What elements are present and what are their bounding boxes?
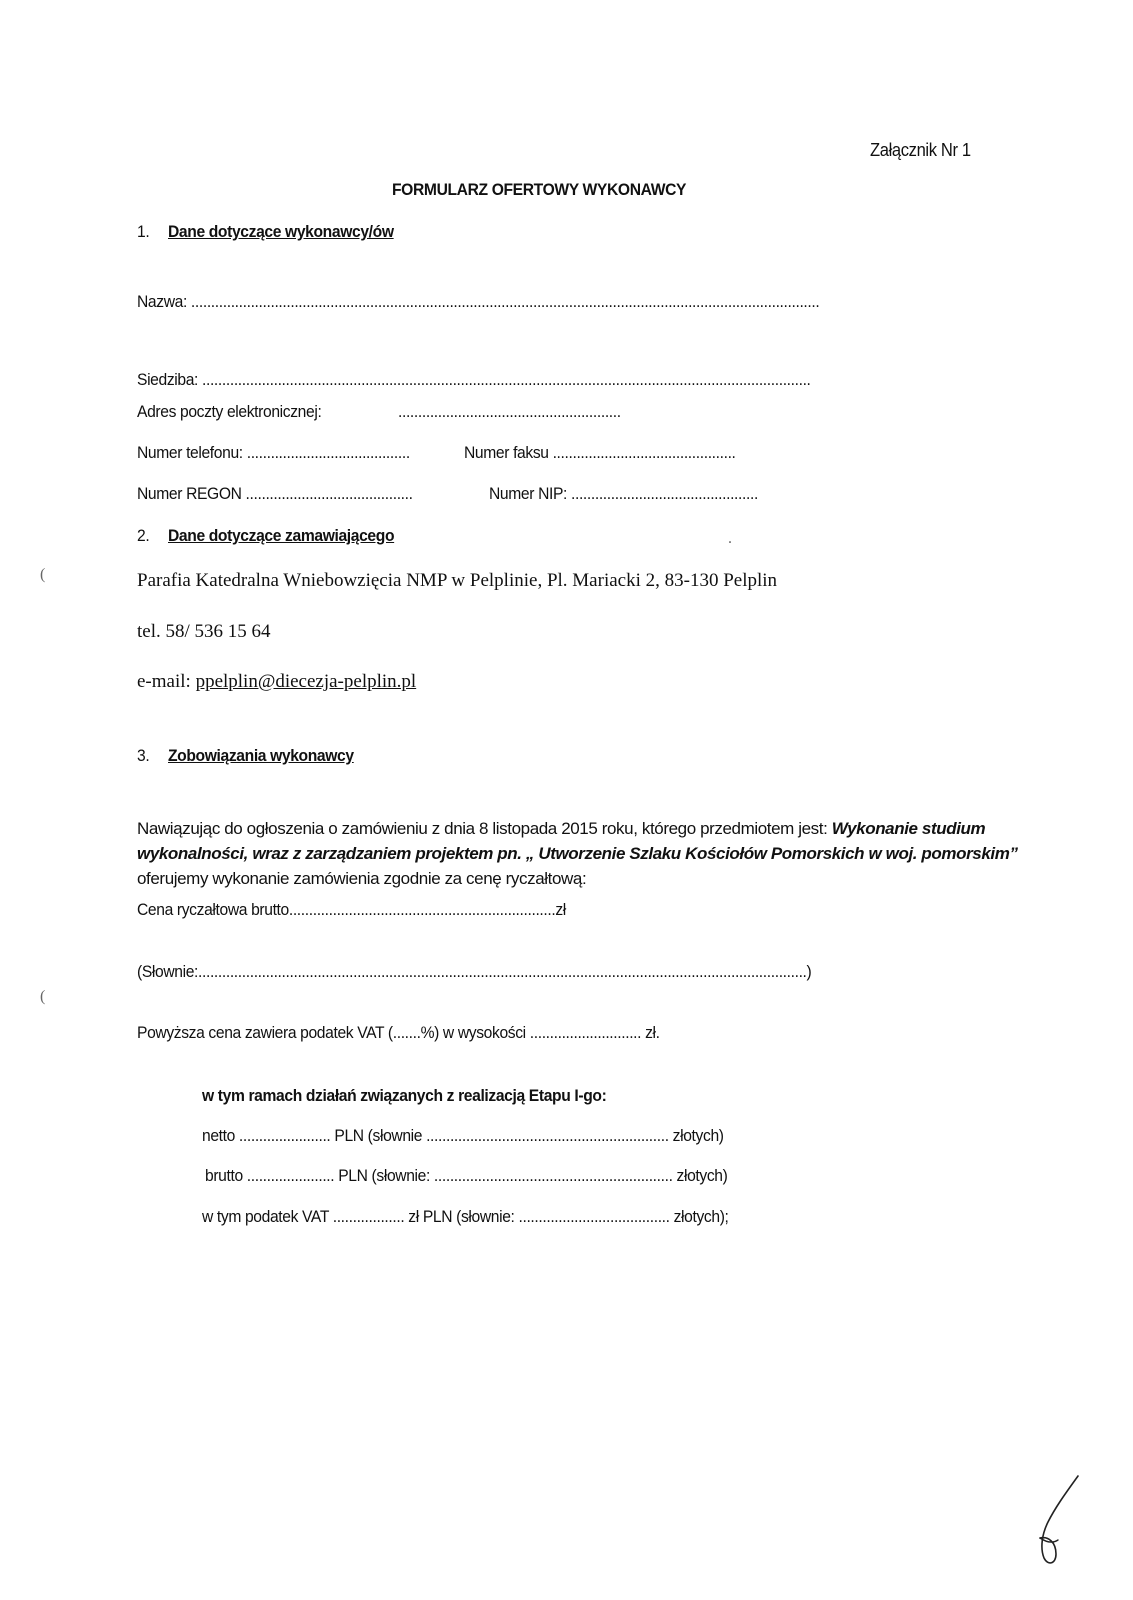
nip-field[interactable]: Numer NIP: ............................................... <box>489 484 758 503</box>
stray-dot: . <box>728 530 732 547</box>
buyer-email-link[interactable]: ppelplin@diecezja-pelplin.pl <box>195 671 417 692</box>
price-in-words-field[interactable]: (Słownie:.........................................................................................................................................................) <box>137 962 812 981</box>
punch-hole-mark: ( <box>40 988 46 1005</box>
section-1-heading: Dane dotyczące wykonawcy/ów <box>168 222 394 241</box>
commitment-offer: oferujemy wykonanie zamówienia zgodnie za cenę ryczałtową: <box>137 869 587 888</box>
vat-amount-field[interactable]: Powyższa cena zawiera podatek VAT (.......%) w wysokości ............................ zł. <box>137 1023 660 1042</box>
email-label: Adres poczty elektronicznej: <box>137 402 322 421</box>
stage-brutto-field[interactable]: brutto ...................... PLN (słownie: ............................................................ złotych) <box>205 1166 728 1185</box>
buyer-address: Parafia Katedralna Wniebowzięcia NMP w Pelplinie, Pl. Mariacki 2, 83-130 Pelplin <box>137 570 778 591</box>
section-3-number: 3. <box>137 746 150 765</box>
section-2-heading: Dane dotyczące zamawiającego <box>168 526 395 545</box>
stage-vat-field[interactable]: w tym podatek VAT .................. zł PLN (słownie: ...................................... złotych); <box>202 1207 729 1226</box>
email-field[interactable]: ........................................................ <box>398 402 621 421</box>
fax-field[interactable]: Numer faksu .............................................. <box>464 443 736 462</box>
buyer-email-label: e-mail: <box>137 671 191 692</box>
handwritten-initial-signature <box>1030 1470 1090 1570</box>
section-1-number: 1. <box>137 222 150 241</box>
buyer-email-row <box>137 671 416 693</box>
section-3-heading: Zobowiązania wykonawcy <box>168 746 354 765</box>
regon-field[interactable]: Numer REGON .......................................... <box>137 484 413 503</box>
lump-sum-price-field[interactable]: Cena ryczałtowa brutto...................................................................zł <box>137 900 566 919</box>
stage-heading: w tym ramach działań związanych z realizacją Etapu I-go: <box>202 1086 607 1105</box>
buyer-phone: tel. 58/ 536 15 64 <box>137 621 271 642</box>
stage-netto-field[interactable]: netto ....................... PLN (słownie ............................................................. złotych) <box>202 1126 724 1145</box>
commitment-intro: Nawiązując do ogłoszenia o zamówieniu z dnia 8 listopada 2015 roku, którego przedmiotem jest: <box>137 819 832 838</box>
punch-hole-mark: ( <box>40 566 46 583</box>
commitment-subject: Wykonanie studium wykonalności, wraz z zarządzaniem projektem pn. „ Utworzenie Szlaku Kościołów Pomorskich w woj. pomorskim” <box>137 819 1018 863</box>
section-2-number: 2. <box>137 526 150 545</box>
contractor-name-field[interactable]: Nazwa: .............................................................................................................................................................. <box>137 292 820 311</box>
commitment-paragraph <box>137 816 1047 891</box>
contractor-seat-field[interactable]: Siedziba: ......................................................................................................................................................... <box>137 370 811 389</box>
phone-field[interactable]: Numer telefonu: ......................................... <box>137 443 410 462</box>
form-title: FORMULARZ OFERTOWY WYKONAWCY <box>392 180 687 199</box>
attachment-label: Załącznik Nr 1 <box>870 140 971 160</box>
